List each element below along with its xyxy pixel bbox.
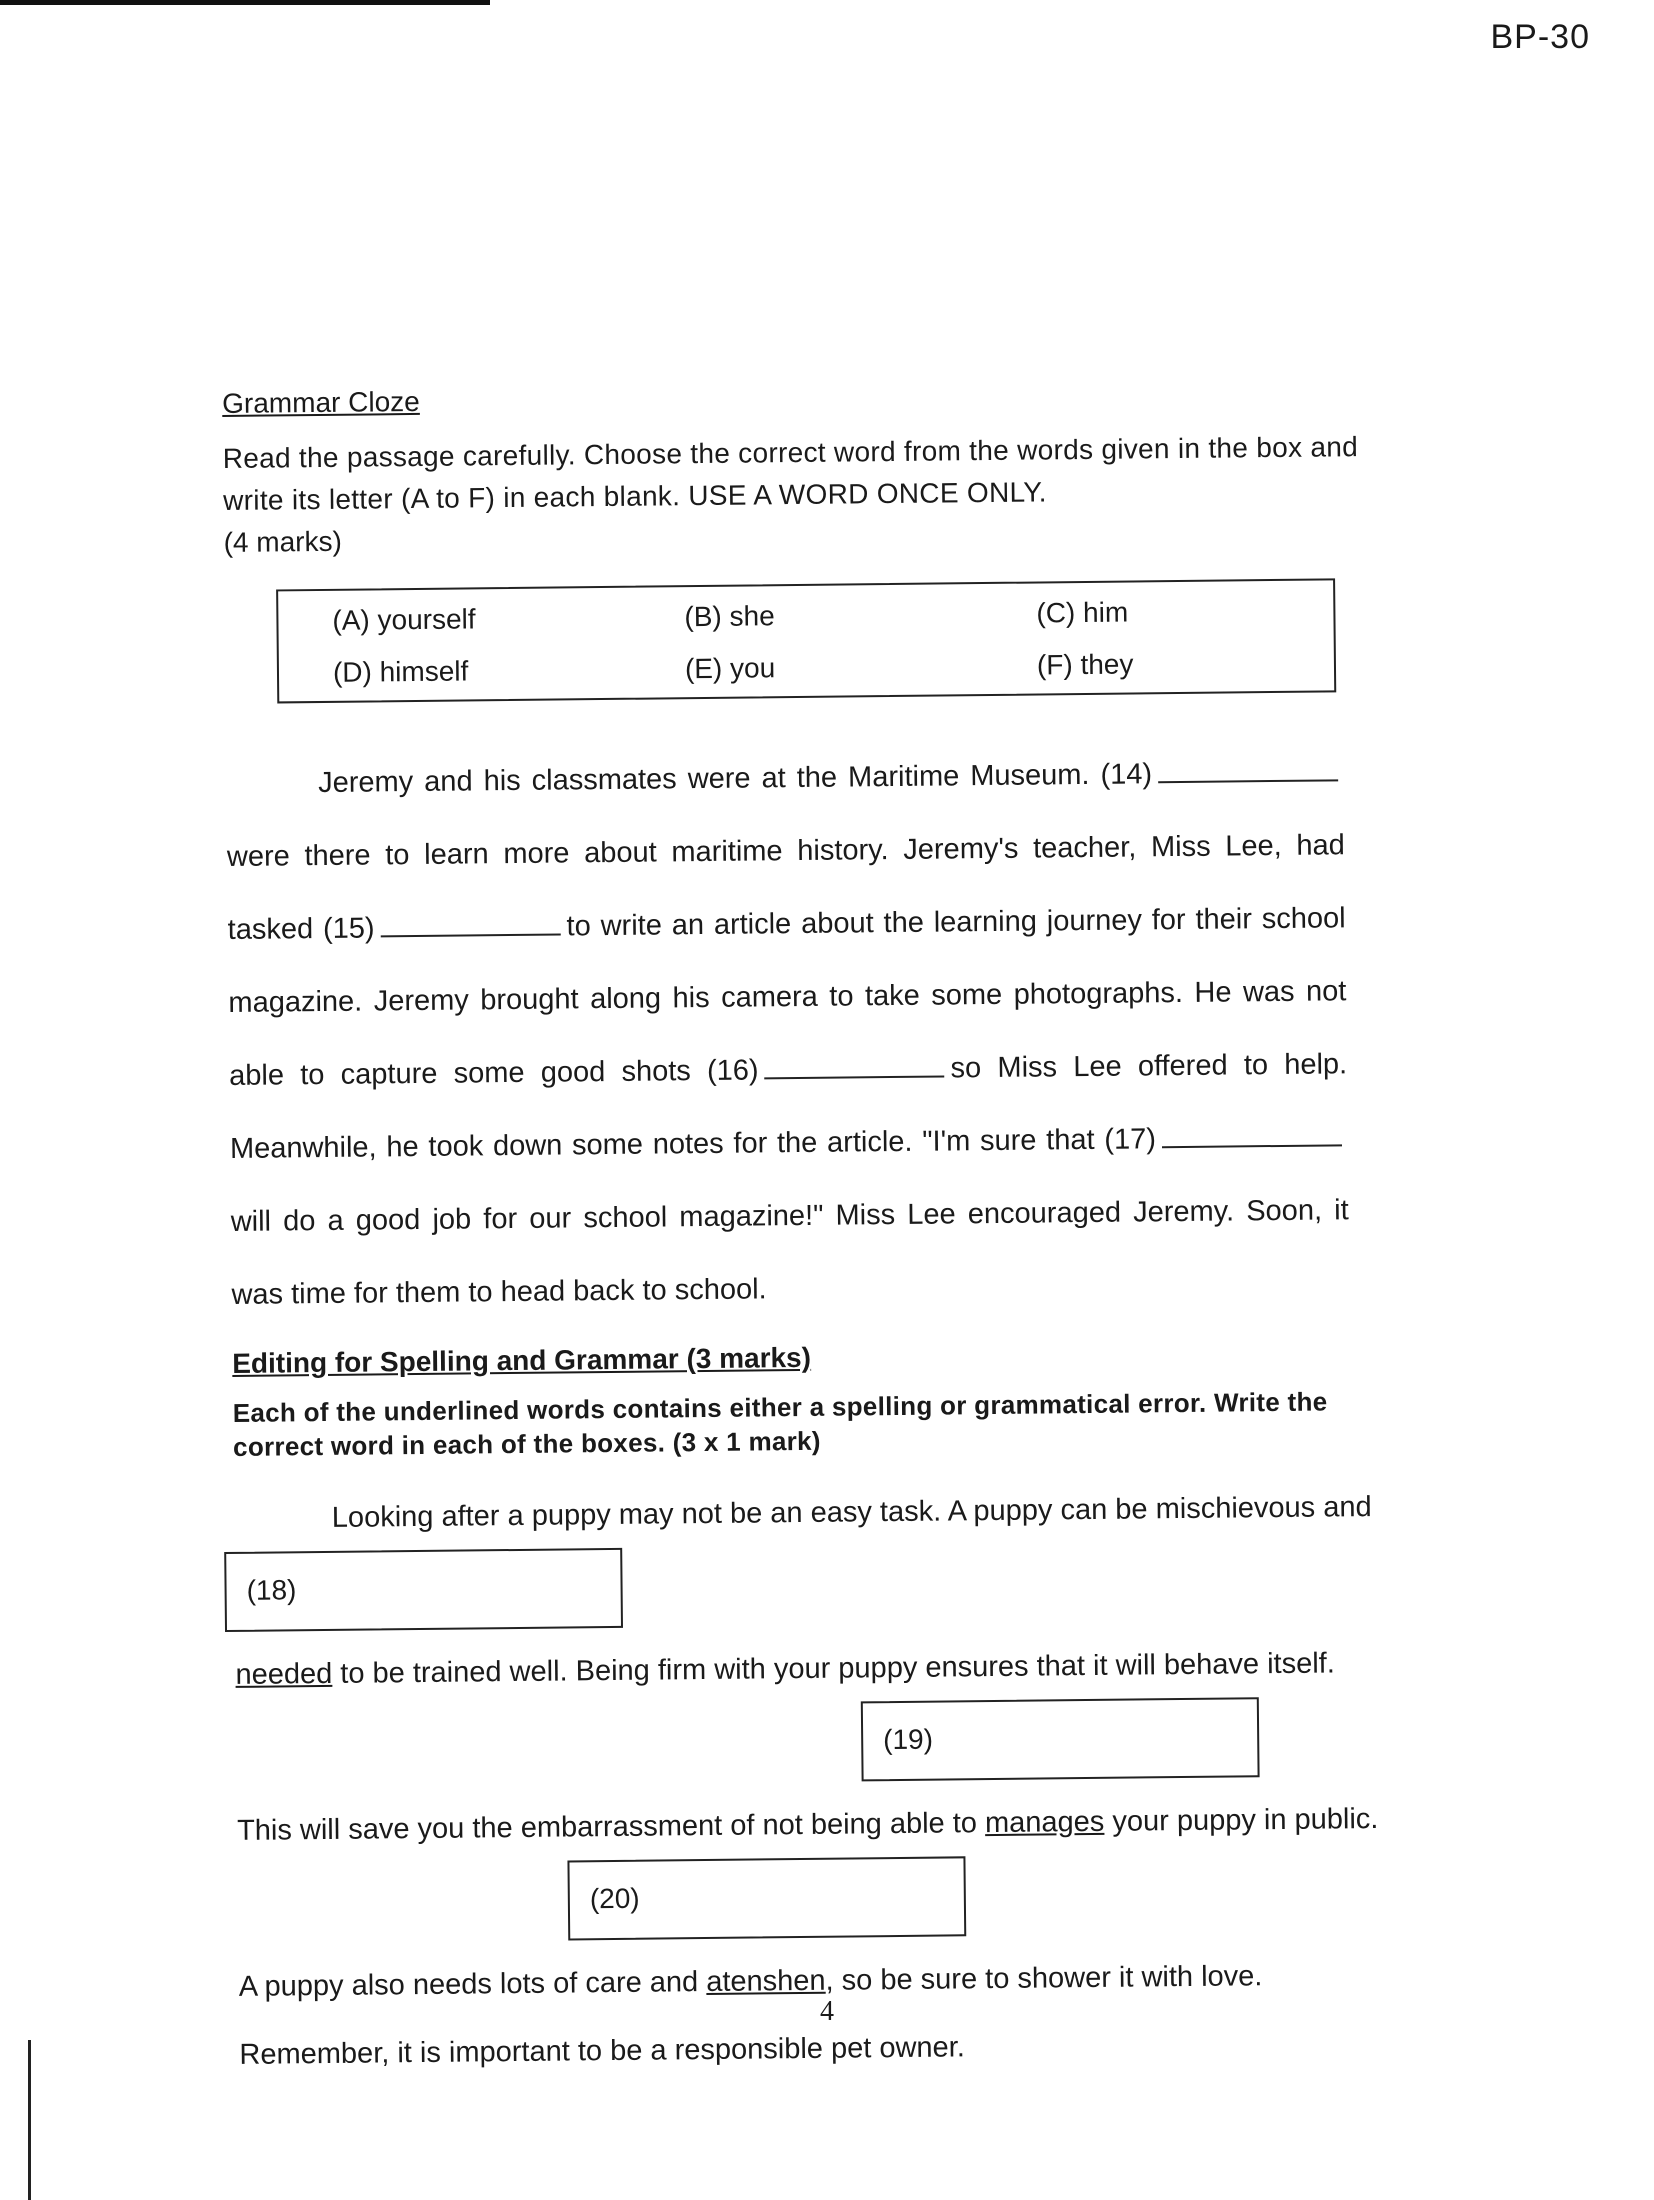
word-option: (C) him <box>1036 596 1129 629</box>
editing-line: This will save you the embarrassment of not being able to manages your puppy in public. <box>236 1802 1379 1847</box>
scan-left-line <box>28 2040 31 2200</box>
answer-box-18[interactable]: (18) <box>224 1548 623 1632</box>
cloze-text: Jeremy and his classmates were at the Maritime Museum. (14) <box>317 758 1153 800</box>
cloze-text: so Miss Lee offered to help. Meanwhile, he took down some notes for the article. "I'm sure that (17) <box>229 1048 1348 1165</box>
error-word-20: atenshen <box>706 1964 826 1999</box>
grammar-cloze-marks: (4 marks) <box>223 525 343 558</box>
word-option: (E) you <box>684 652 776 685</box>
gap-18 <box>234 1540 1410 1640</box>
content <box>222 376 1415 2076</box>
word-option: (F) they <box>1036 648 1134 681</box>
blank-16[interactable] <box>764 1051 944 1079</box>
word-box <box>276 578 1336 703</box>
editing-line: needed to be trained well. Being firm with your puppy ensures that it will behave itself. <box>235 1647 1335 1691</box>
grammar-cloze-title: Grammar Cloze <box>222 385 420 419</box>
answer-box-19[interactable]: (19) <box>861 1697 1260 1781</box>
blank-15[interactable] <box>380 909 560 937</box>
gap-19 <box>236 1696 1412 1796</box>
grammar-cloze-section <box>222 376 1407 1332</box>
editing-line: Looking after a puppy may not be an easy task. A puppy can be mischievous and <box>331 1491 1372 1534</box>
cloze-passage <box>226 736 1350 1332</box>
page-number: 4 <box>820 1996 834 2027</box>
editing-line: Remember, it is important to be a responsible pet owner. <box>239 2031 965 2071</box>
error-word-19: manages <box>984 1805 1105 1840</box>
word-option: (A) yourself <box>332 603 476 636</box>
editing-instruction: Each of the underlined words contains either a spelling or grammatical error. Write the correct word in each of the boxes. (3 x 1 mark) <box>232 1386 1328 1462</box>
error-word-18: needed <box>235 1657 333 1691</box>
cloze-text: were there to learn more about maritime history. Jeremy's teacher, Miss Lee, had tasked (15) <box>226 829 1346 946</box>
answer-box-20[interactable]: (20) <box>567 1856 966 1940</box>
blank-17[interactable] <box>1162 1120 1342 1148</box>
editing-title: Editing for Spelling and Grammar (3 marks) <box>232 1341 812 1379</box>
scan-top-line <box>0 0 490 5</box>
editing-section <box>232 1336 1415 2076</box>
editing-line: A puppy also needs lots of care and atenshen, so be sure to shower it with love. <box>238 1960 1263 2003</box>
blank-14[interactable] <box>1158 755 1338 783</box>
paper-code: BP-30 <box>1490 18 1590 56</box>
word-option: (B) she <box>684 600 775 633</box>
word-option: (D) himself <box>332 655 469 688</box>
cloze-text: to write an article about the learning journey for their school magazine. Jeremy brought along his camera to take some photographs. He was not able to capture some good shots (16) <box>228 902 1347 1092</box>
editing-passage <box>234 1486 1415 2076</box>
cloze-text: will do a good job for our school magazine!" Miss Lee encouraged Jeremy. Soon, it was time for them to head back to school. <box>230 1194 1349 1311</box>
grammar-cloze-instruction: Read the passage carefully. Choose the correct word from the words given in the box and write its letter (A to F) in each blank. USE A WORD ONCE ONLY. <box>222 431 1359 516</box>
gap-20 <box>237 1852 1413 1952</box>
